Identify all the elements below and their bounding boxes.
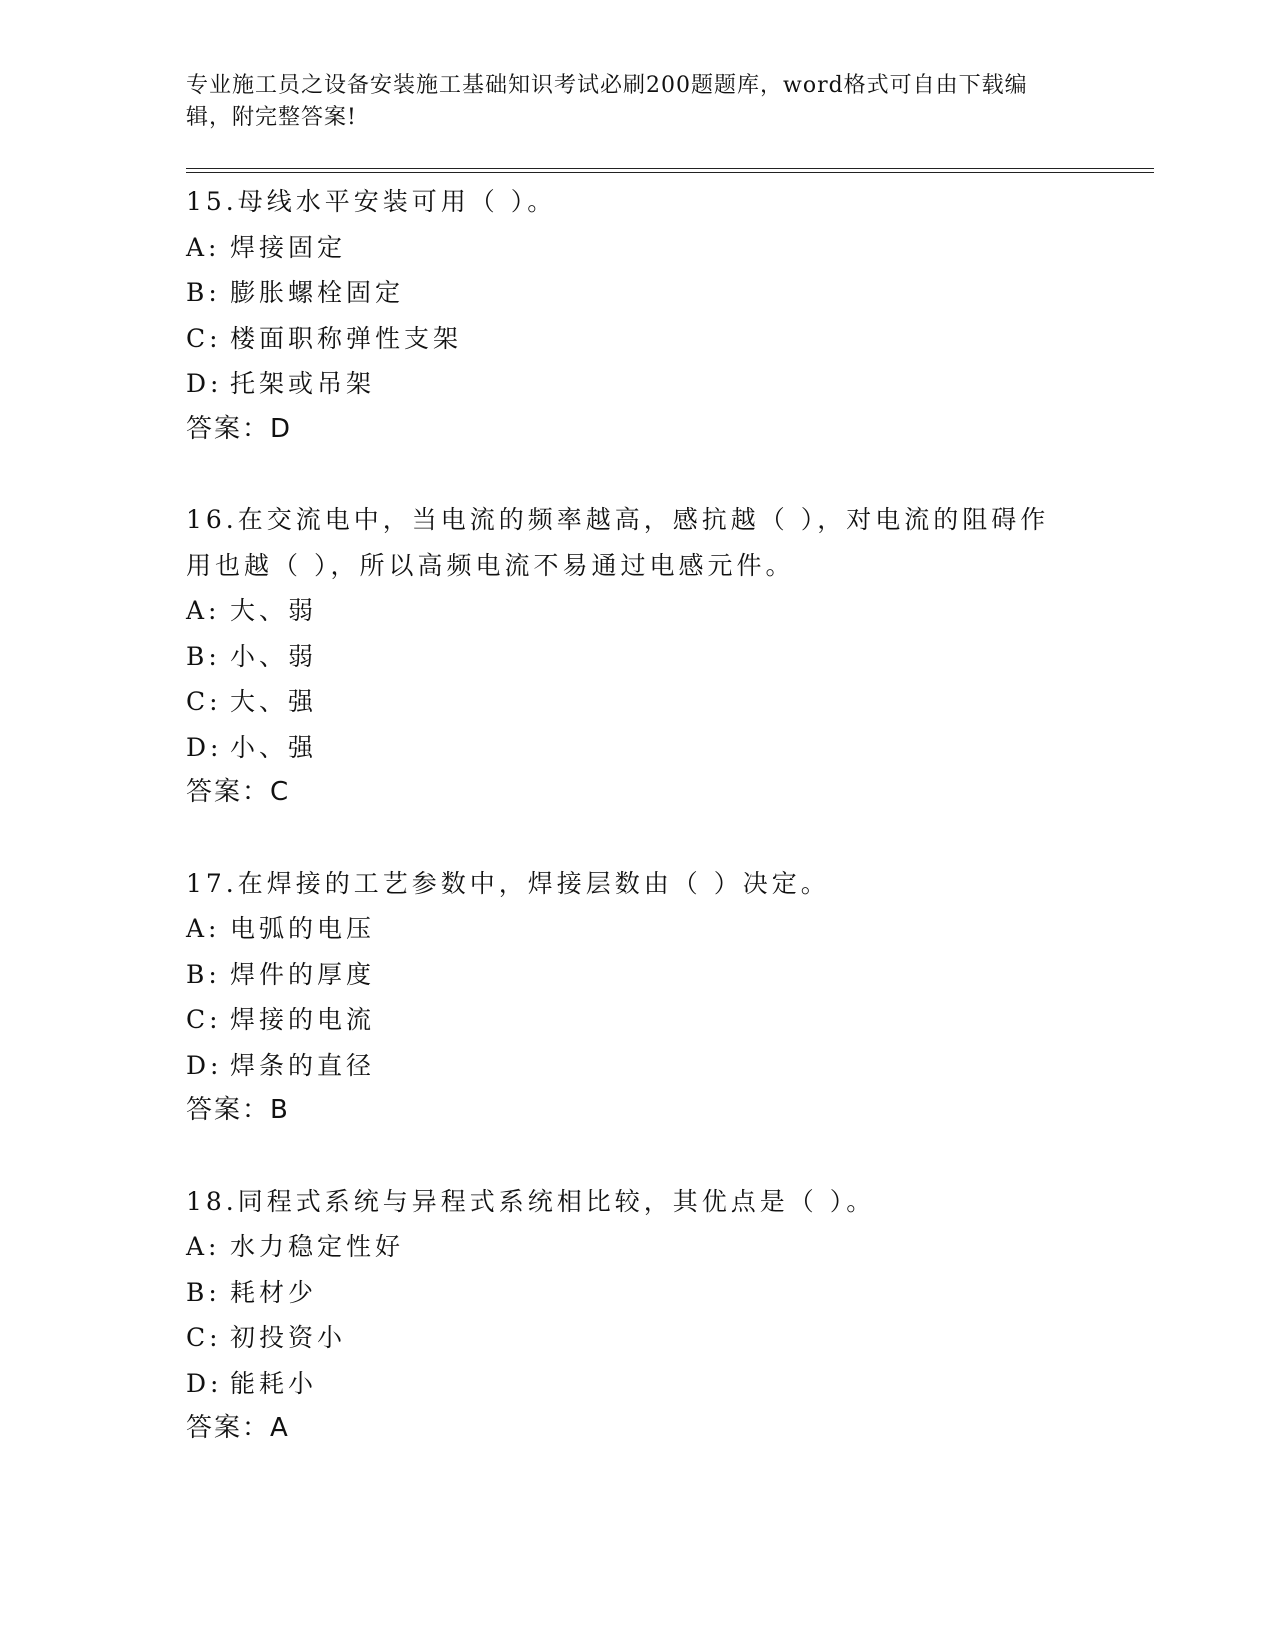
option-text: 水力稳定性好 — [230, 1232, 405, 1261]
option-letter: B: — [186, 959, 221, 989]
option-text: 托架或吊架 — [230, 369, 376, 398]
option-b — [186, 270, 1154, 316]
question-15 — [186, 179, 1154, 452]
option-letter: C: — [186, 1005, 222, 1034]
option-b — [186, 1270, 1154, 1316]
option-letter: D: — [186, 732, 223, 762]
option-text: 膨胀螺栓固定 — [230, 278, 405, 307]
option-a — [186, 1224, 1154, 1270]
option-text: 焊条的直径 — [230, 1050, 376, 1080]
option-letter: D: — [186, 1368, 223, 1398]
option-b — [186, 952, 1154, 998]
option-text: 大、弱 — [230, 596, 318, 625]
option-letter: D: — [186, 369, 223, 398]
question-18 — [186, 1179, 1154, 1452]
question-stem: 15.母线水平安装可用（ ）。 — [186, 187, 557, 216]
option-letter: B: — [186, 278, 221, 307]
option-text: 小、强 — [230, 732, 318, 762]
question-stem: 18.同程式系统与异程式系统相比较，其优点是（ ）。 — [186, 1186, 876, 1216]
option-text: 大、强 — [230, 687, 318, 716]
option-letter: C: — [186, 1323, 222, 1352]
option-d — [186, 1361, 1154, 1407]
option-text: 初投资小 — [230, 1323, 347, 1352]
option-text: 小、弱 — [230, 641, 318, 671]
option-letter: C: — [186, 687, 222, 716]
option-a — [186, 906, 1154, 952]
option-text: 电弧的电压 — [230, 914, 376, 943]
option-letter: B: — [186, 641, 221, 671]
option-c — [186, 1315, 1154, 1361]
option-letter: C: — [186, 323, 222, 353]
answer: 答案：A — [186, 1413, 290, 1443]
answer: 答案：B — [186, 1095, 290, 1125]
header-divider — [186, 168, 1154, 173]
question-16 — [186, 497, 1154, 816]
question-stem: 17.在焊接的工艺参数中，焊接层数由（ ）决定。 — [186, 868, 830, 898]
option-text: 焊接固定 — [230, 232, 347, 262]
document-header: 专业施工员之设备安装施工基础知识考试必刷200题题库，word格式可自由下载编辑，附完整答案! — [186, 73, 1028, 130]
option-a — [186, 225, 1154, 271]
answer: 答案：D — [186, 413, 293, 444]
option-letter: D: — [186, 1050, 223, 1080]
option-text: 焊接的电流 — [230, 1005, 376, 1034]
option-c — [186, 679, 1154, 725]
option-c — [186, 997, 1154, 1043]
answer: 答案：C — [186, 777, 291, 807]
question-stem: 16.在交流电中，当电流的频率越高，感抗越（ ），对电流的阻碍作用也越（ ），所以高频电流不易通过电感元件。 — [186, 505, 1050, 580]
option-b — [186, 634, 1154, 680]
option-text: 楼面职称弹性支架 — [230, 323, 463, 353]
option-letter: A: — [186, 914, 221, 943]
option-letter: B: — [186, 1277, 221, 1307]
option-d — [186, 361, 1154, 407]
option-text: 能耗小 — [230, 1368, 318, 1398]
question-list — [186, 179, 1154, 1452]
option-a — [186, 588, 1154, 634]
option-text: 焊件的厚度 — [230, 959, 376, 989]
option-letter: A: — [186, 1232, 221, 1261]
option-text: 耗材少 — [230, 1277, 318, 1307]
option-letter: A: — [186, 232, 221, 262]
option-d — [186, 1043, 1154, 1089]
option-d — [186, 725, 1154, 771]
option-letter: A: — [186, 596, 221, 625]
option-c — [186, 316, 1154, 362]
question-17 — [186, 861, 1154, 1134]
document-page — [186, 70, 1154, 1497]
